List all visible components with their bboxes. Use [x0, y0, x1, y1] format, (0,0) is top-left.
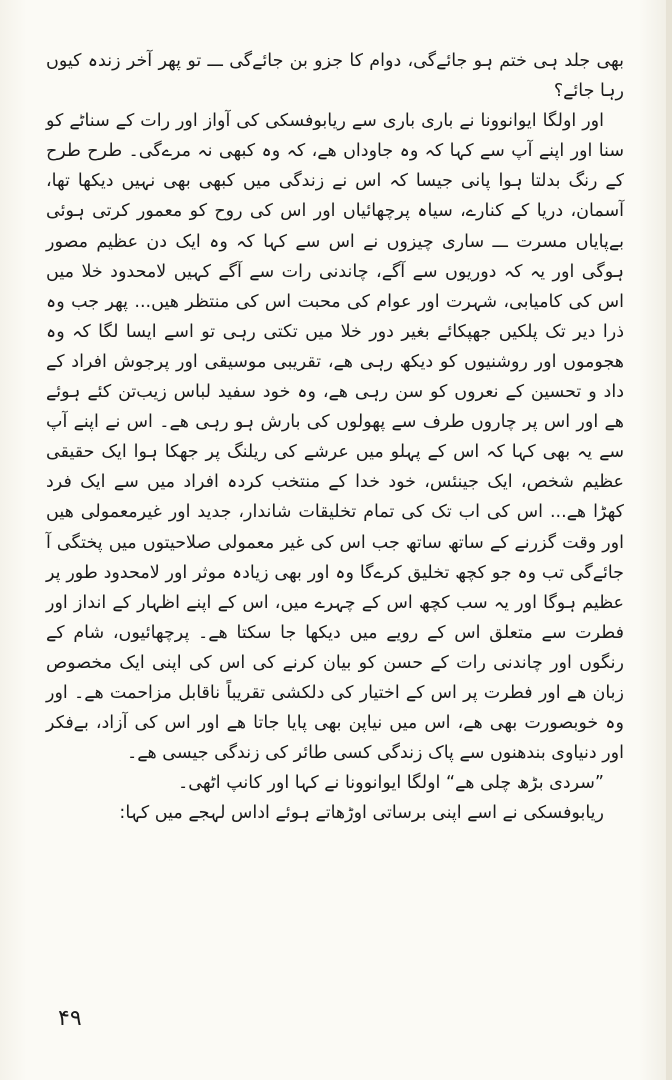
page-number: ۴۹: [58, 1006, 82, 1031]
paragraph-dialogue: ”سردی بڑھ چلی ھے“ اولگا ایوانوونا نے کہا اور کانپ اٹھی۔: [178, 773, 604, 794]
paragraph-main: اور اولگا ایوانوونا نے باری باری سے ریابوفسکی کی آواز اور رات کے سناٹے کو سنا اور اپنے آپ سے کہا کہ وہ جاوداں ھے، کہ وہ کبھی نہ مرےگی۔ طرح طرح کے رنگ بدلتا ہوا پانی جیسا کہ اس نے زندگی میں کبھی بھی نہیں دیکھا تھا، آسمان، دریا کے کنارے، سیاہ پرچھائیاں اور اس کی روح کو معمور کرتی ہوئی بےپایاں مسرت ـــ ساری چیزوں نے اس سے کہا کہ وہ ایک دن عظیم مصور ہوگی اور یہ کہ دوریوں سے آگے، چاندنی رات سے آگے کہیں لامحدود خلا میں اس کی کامیابی، شہرت اور عوام کی محبت اس کی منتظر ھیں... پھر جب وہ ذرا دیر تک پلکیں جھپکائے بغیر دور خلا میں تکتی رہی تو اسے ایسا لگا کہ وہ ھجوموں اور روشنیوں کو دیکھ رہی ھے، تقریبی موسیقی اور پرجوش افراد کے داد و تحسین کے نعروں کو سن رہی ھے، وہ خود سفید لباس زیب‌تن کئے ہوئے ھے اور اس پر چاروں طرف سے پھولوں کی بارش ہو رہی ھے۔ اس نے اپنے آپ سے یہ بھی کہا کہ اس کے پہلو میں عرشے کی ریلنگ پر جھکا ہوا ایک حقیقی عظیم شخص، ایک جینئس، خود خدا کے منتخب کردہ افراد میں سے ایک فرد کھڑا ھے... اس کی اب تک کی تمام تخلیقات شاندار، جدید اور غیرمعمولی ھیں اور وقت گزرنے کے ساتھ ساتھ جب اس کی غیر معمولی صلاحیتوں میں پختگی آ جائےگی تب وہ جو کچھ تخلیق کرےگا وہ اور بھی زیادہ موثر اور لامحدود طور پر عظیم ہوگا اور یہ سب کچھ اس کے چہرے میں، اس کے اپنے اظہار کے انداز اور فطرت سے متعلق اس کے رویے میں دیکھا جا سکتا ھے۔ پرچھائیوں، شام کے رنگوں اور چاندنی رات کے حسن کو بیان کرنے کی اس کی اپنی ایک مخصوص زبان ھے اور فطرت پر اس کے اختیار کی دلکشی تقریباً ناقابل مزاحمت ھے۔ اور وہ خوبصورت بھی ھے، اس میں نیاپن بھی پایا جاتا ھے اور اس کی آزاد، بےفکر اور دنیاوی بندھنوں سے پاک زندگی کسی طائر کی زندگی جیسی ھے۔: [46, 111, 624, 764]
page-text: [46, 46, 624, 828]
paragraph-continuation: بھی جلد ہی ختم ہو جائےگی، دوام کا جزو بن جائےگی ـــ تو پھر آخر زندہ کیوں رہا جائے؟: [46, 51, 624, 102]
paragraph-closing: ریابوفسکی نے اسے اپنی برساتی اوڑھاتے ہوئے اداس لہجے میں کہا:: [119, 803, 604, 824]
